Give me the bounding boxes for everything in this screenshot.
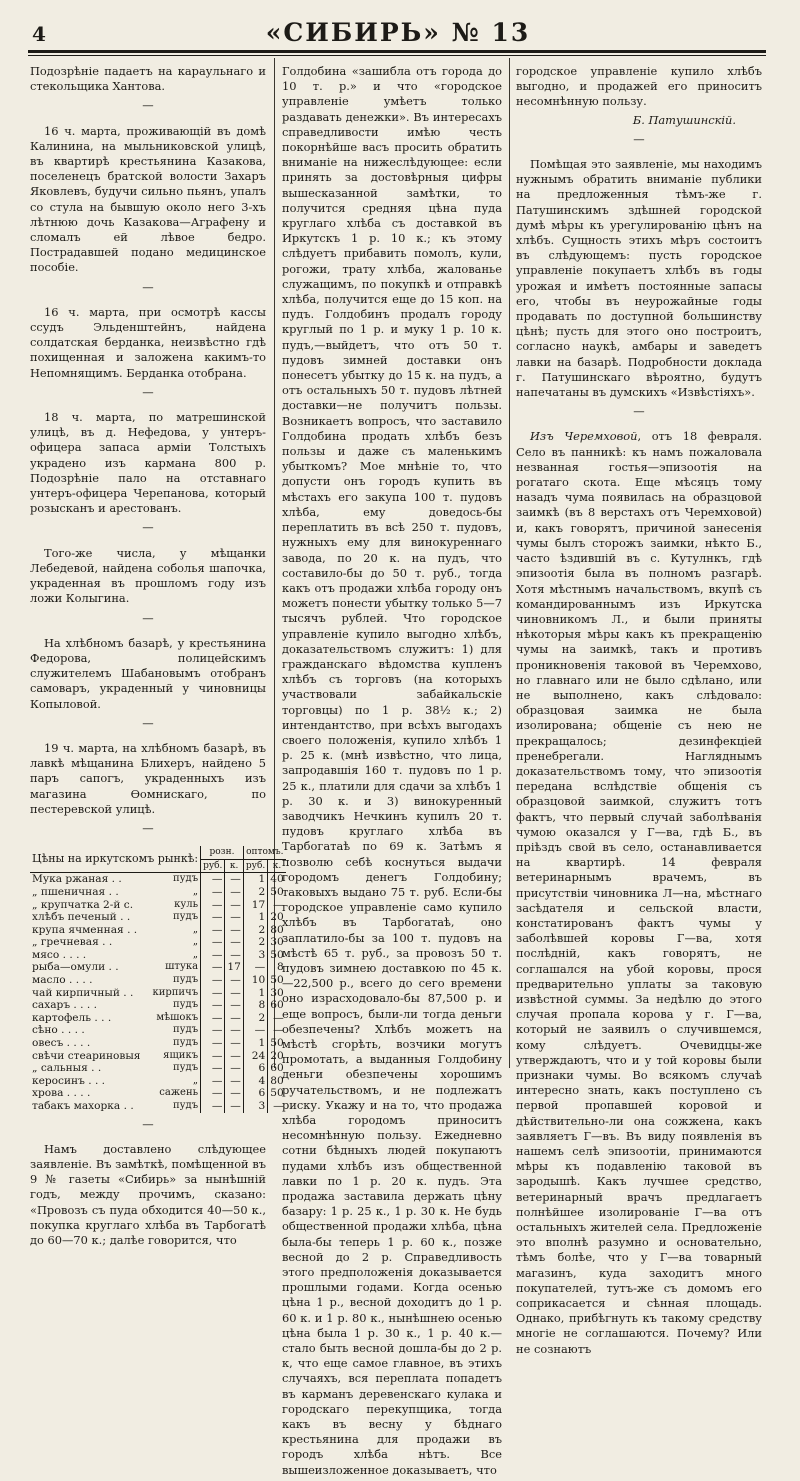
column-divider-right xyxy=(509,58,510,1068)
item-name: чай кирпичный . . xyxy=(32,986,134,999)
kop-header: к. xyxy=(268,859,286,873)
price-row xyxy=(30,873,286,886)
price-row xyxy=(30,1050,286,1063)
item-unit: пудъ xyxy=(172,1100,199,1112)
wholesale-rub: 3 xyxy=(243,1100,267,1113)
retail-kop: — xyxy=(225,974,243,987)
price-row xyxy=(30,936,286,949)
item-unit: куль xyxy=(174,898,199,910)
retail-rub: — xyxy=(201,987,225,1000)
wholesale-rub: 10 xyxy=(243,974,267,987)
retail-kop: — xyxy=(225,1087,243,1100)
retail-kop: — xyxy=(225,899,243,912)
price-row xyxy=(30,987,286,1000)
item-name: керосинъ . . . xyxy=(32,1074,106,1087)
wholesale-rub: 17 xyxy=(243,899,267,912)
column-left xyxy=(30,64,284,1251)
item-name: табакъ махорка . . xyxy=(32,1100,134,1113)
item-name: крупа ячменная . . xyxy=(32,923,138,936)
price-item xyxy=(30,924,201,937)
price-item xyxy=(30,936,201,949)
price-item xyxy=(30,1024,201,1037)
item-name: „ крупчатка 2-й с. xyxy=(32,898,134,911)
price-table-title: Цѣны на иркутскомъ рынкѣ: xyxy=(30,846,201,873)
separator-dash: — xyxy=(142,610,154,625)
retail-rub: — xyxy=(201,936,225,949)
item-unit: „ xyxy=(192,948,199,960)
retail-rub: — xyxy=(201,924,225,937)
item-name: масло . . . . xyxy=(32,974,93,987)
retail-rub: — xyxy=(201,1100,225,1113)
wholesale-kop: 20 xyxy=(268,911,286,924)
page-header xyxy=(28,14,768,50)
item-unit: мѣшокъ xyxy=(156,1011,199,1023)
wholesale-kop: 60 xyxy=(268,1062,286,1075)
wholesale-rub: — xyxy=(243,961,267,974)
price-item xyxy=(30,899,201,912)
retail-kop: — xyxy=(225,1037,243,1050)
retail-kop: — xyxy=(225,999,243,1012)
wholesale-kop: 50 xyxy=(268,1037,286,1050)
price-item xyxy=(30,999,201,1012)
wholesale-kop: 40 xyxy=(268,873,286,886)
retail-rub: — xyxy=(201,961,225,974)
retail-rub: — xyxy=(201,974,225,987)
separator-dash: — xyxy=(142,98,154,113)
retail-rub: — xyxy=(201,1075,225,1088)
item-unit: пудъ xyxy=(172,873,199,885)
wholesale-kop: 20 xyxy=(268,1050,286,1063)
article-paragraph: Намъ доставлено слѣдующее заявленіе. Въ замѣткѣ, помѣщенной въ 9 № газеты «Сибирь» за нынѣшній годъ, между прочимъ, сказано: «Провозъ съ пуда обходится 40—50 к., покупка круглаго хлѣба въ Тарбогатѣ до 60—70 к.; далѣе говорится, что xyxy=(30,1141,266,1248)
wholesale-rub: 2 xyxy=(243,886,267,899)
wholesale-kop: 80 xyxy=(268,1075,286,1088)
wholesale-kop: — xyxy=(268,1100,286,1113)
item-unit: пудъ xyxy=(172,999,199,1011)
price-item xyxy=(30,1087,201,1100)
separator-dash: — xyxy=(142,279,154,294)
wholesale-rub: 1 xyxy=(243,987,267,1000)
item-unit: „ xyxy=(192,923,199,935)
retail-rub: — xyxy=(201,886,225,899)
wholesale-kop: 80 xyxy=(268,924,286,937)
retail-kop: — xyxy=(225,949,243,962)
wholesale-kop: 60 xyxy=(268,999,286,1012)
price-row xyxy=(30,949,286,962)
wholesale-header: оптомъ. xyxy=(243,846,285,859)
dateline-place: Изъ Черемховой xyxy=(530,429,638,444)
item-unit: кирпичъ xyxy=(152,986,199,998)
price-item xyxy=(30,949,201,962)
price-item xyxy=(30,1012,201,1025)
wholesale-rub: 4 xyxy=(243,1075,267,1088)
price-item xyxy=(30,873,201,886)
price-item xyxy=(30,886,201,899)
item-name: картофель . . . xyxy=(32,1011,112,1024)
price-item xyxy=(30,1100,201,1113)
item-unit: сажень xyxy=(159,1087,199,1099)
item-name: „ сальныя . . xyxy=(32,1062,102,1075)
price-row xyxy=(30,961,286,974)
wholesale-kop: — xyxy=(268,1024,286,1037)
price-row xyxy=(30,899,286,912)
wholesale-rub: 1 xyxy=(243,911,267,924)
retail-rub: — xyxy=(201,999,225,1012)
item-unit: пудъ xyxy=(172,974,199,986)
article-paragraph: 16 ч. марта, при осмотрѣ кассы ссудъ Эльденштейнъ, найдена солдатская берданка, неизвѣстно гдѣ похищенная и заложена какимъ-то Непомнящимъ. Берданка отобрана. xyxy=(30,304,266,380)
item-unit: пудъ xyxy=(172,1037,199,1049)
item-name: „ пшеничная . . xyxy=(32,885,119,898)
retail-rub: — xyxy=(201,911,225,924)
separator-dash: — xyxy=(142,520,154,535)
wholesale-kop: 30 xyxy=(268,987,286,1000)
item-unit: штука xyxy=(165,961,199,973)
retail-kop: — xyxy=(225,911,243,924)
article-paragraph xyxy=(516,429,762,1356)
header-rule-thin xyxy=(28,55,766,56)
price-row xyxy=(30,1087,286,1100)
wholesale-rub: 24 xyxy=(243,1050,267,1063)
retail-rub: — xyxy=(201,949,225,962)
price-row xyxy=(30,911,286,924)
wholesale-rub: 2 xyxy=(243,936,267,949)
price-row xyxy=(30,1037,286,1050)
header-rule-thick xyxy=(28,50,766,53)
price-item xyxy=(30,1062,201,1075)
item-name: Мука ржаная . . xyxy=(32,873,122,886)
article-paragraph: На хлѣбномъ базарѣ, у крестьянина Федорова, полицейскимъ служителемъ Шабановымъ отобранъ самоваръ, украденный у чиновницы Копыловой. xyxy=(30,635,266,711)
wholesale-rub: 8 xyxy=(243,999,267,1012)
item-name: сѣно . . . . xyxy=(32,1024,85,1037)
retail-kop: — xyxy=(225,1024,243,1037)
rub-header: руб. xyxy=(243,859,267,873)
article-paragraph: Помѣщая это заявленіе, мы находимъ нужнымъ обратить вниманіе публики на предложенныя тѣмъ-же г. Патушинскимъ здѣшней городской думѣ мѣры къ урегулированію цѣнъ на хлѣбъ. Сущность этихъ мѣръ состоитъ въ слѣдующемъ: пусть городское управленіе покупаетъ хлѣбъ въ годы урожая и имѣетъ постоянные запасы его, чтобы въ неурожайные годы продавать по доступной большинству цѣнѣ; пусть для этого оно построитъ, согласно наукѣ, амбары и заведетъ лавки на базарѣ. Подробности доклада г. Патушинскаго вѣроятно, будутъ напечатаны въ думскихъ «Извѣстіяхъ». xyxy=(516,157,762,400)
page-number: 4 xyxy=(32,22,46,46)
price-row xyxy=(30,999,286,1012)
retail-rub: — xyxy=(201,1024,225,1037)
retail-kop: — xyxy=(225,936,243,949)
wholesale-kop: 8 xyxy=(268,961,286,974)
price-item xyxy=(30,961,201,974)
retail-rub: — xyxy=(201,1087,225,1100)
separator-dash: — xyxy=(142,384,154,399)
price-item xyxy=(30,1075,201,1088)
retail-rub: — xyxy=(201,1050,225,1063)
kop-header: к. xyxy=(225,859,243,873)
retail-kop: — xyxy=(225,1100,243,1113)
price-row xyxy=(30,1012,286,1025)
item-name: хрова . . . . xyxy=(32,1087,91,1100)
price-item xyxy=(30,911,201,924)
article-paragraph: 16 ч. марта, проживающій въ домѣ Калинина, на мыльниковской улицѣ, въ квартирѣ крестьянина Казакова, поселенецъ братской волости Захаръ Яковлевъ, будучи сильно пьянъ, упалъ со стула на бывшую около него 3-хъ лѣтнюю дочь Казакова—Аграфену и сломалъ ей лѣвое бедро. Пострадавшей подано медицинское пособіе. xyxy=(30,123,266,275)
price-item xyxy=(30,987,201,1000)
price-row xyxy=(30,1075,286,1088)
item-unit: „ xyxy=(192,936,199,948)
item-name: сахаръ . . . . xyxy=(32,999,98,1012)
retail-kop: — xyxy=(225,1050,243,1063)
wholesale-rub: 6 xyxy=(243,1087,267,1100)
wholesale-kop: 50 xyxy=(268,886,286,899)
retail-kop: — xyxy=(225,1012,243,1025)
masthead-title: «СИБИРЬ» № 13 xyxy=(265,18,531,47)
price-row xyxy=(30,886,286,899)
retail-kop: — xyxy=(225,873,243,886)
retail-rub: — xyxy=(201,1012,225,1025)
item-name: хлѣбъ печеный . . xyxy=(32,911,131,924)
retail-rub: — xyxy=(201,1062,225,1075)
wholesale-kop: 50 xyxy=(268,974,286,987)
article-paragraph: Того-же числа, у мѣщанки Лебедевой, найдена соболья шапочка, украденная въ прошломъ году изъ ложи Колыгина. xyxy=(30,545,266,606)
price-row xyxy=(30,1024,286,1037)
retail-rub: — xyxy=(201,899,225,912)
column-middle xyxy=(282,64,502,1481)
article-paragraph: 19 ч. марта, на хлѣбномъ базарѣ, въ лавкѣ мѣщанина Блихеръ, найдено 5 паръ сапогъ, украденныхъ изъ магазина Өомнискаго, по пестеревской улицѣ. xyxy=(30,740,266,816)
price-item xyxy=(30,1037,201,1050)
letter-body: Голдобина «зашибла отъ города до 10 т. р.» и что «городское управленіе умѣетъ только раздавать денежки». Въ интересахъ справедливости имѣю честь покорнѣйше васъ просить обратить вниманіе на нижеслѣдующее: если принять за достовѣрныя цифры вышесказанной замѣтки, то получится средняя цѣна пуда круглаго хлѣба съ доставкой въ Иркутскъ 1 р. 10 к.; къ этому слѣдуетъ прибавить помолъ, кули, рогожи, трату хлѣба, жалованье служащимъ, по покупкѣ и отправкѣ хлѣба, получится еще до 15 коп. на пудъ. Голдобинъ продалъ городу круглый по 1 р. и муку 1 р. 10 к. пудъ,—выйдетъ, что отъ 50 т. пудовъ зимней доставки онъ понесетъ убытку до 15 к. на пудъ, а отъ остальныхъ 50 т. пудовъ лѣтней доставки—не получитъ пользы. Возникаетъ вопросъ, что заставило Голдобина продать хлѣбъ безъ пользы и даже съ маленькимъ убыткомъ? Мое мнѣніе то, что допусти онъ городъ купить въ мѣстахъ его закупа 100 т. пудовъ хлѣба, ему доведось-бы переплатить въ всѣ 250 т. пудовъ, нужныхъ ему для винокуреннаго завода, по 20 к. на пудъ, что составило-бы до 50 т. руб., тогда какъ отъ продажи хлѣба городу онъ можетъ понести убытку только 5—7 тысячъ рублей. Что городское управленіе купило выгодно хлѣбъ, доказательствомъ служитъ: 1) для гражданскаго вѣдомства купленъ хлѣбъ съ торговъ (на которыхъ участвовали забайкальскіе торговцы) по 1 р. 38½ к.; 2) интендантство, при всѣхъ выгодахъ своего положенія, купило хлѣбъ 1 р. 25 к. (мнѣ извѣстно, что лица, запродавшія 160 т. пудовъ по 1 р. 25 к., платили для сдачи за хлѣбъ 1 р. 30 к. и 3) винокуренный заводчикъ Нечкинъ купилъ 20 т. пудовъ круглаго хлѣба въ Тарбогатаѣ по 69 к. Затѣмъ я позволю себѣ коснуться выдачи городомъ денегъ Голдобину; таковыхъ выдано 75 т. руб. Если-бы городское управленіе само купило хлѣбъ въ Тарбогатаѣ, оно заплатило-бы за 100 т. пудовъ на мѣстѣ 65 т. руб., за провозъ 50 т. пудовъ зимнею доставкою по 45 к.—22,500 р., всего до сего времени оно израсходовало-бы 87,500 р. и еще вопросъ, были-ли тогда деньги обезпечены? Хлѣбъ можетъ на мѣстѣ сгорѣть, возчики могутъ промотать, а выданныя Голдобину деньги обезпечены хорошимъ ручательствомъ, и не подлежатъ риску. Укажу и на то, что продажа хлѣба городомъ приноситъ несомнѣнную пользу. Ежедневно сотни бѣдныхъ людей покупаютъ пудами хлѣбъ изъ общественной лавки по 1 р. 20 к. пудъ. Эта продажа заставила держать цѣну базару: 1 р. 25 к., 1 р. 30 к. Не будь общественной продажи хлѣба, цѣна была-бы теперь 1 р. 60 к., позже весной до 2 р. Справедливость этого предположенія доказывается прошлыми годами. Когда осенью цѣна 1 р., весной доходитъ до 1 р. 60 к. и 1 р. 80 к., нынѣшнею осенью цѣна была 1 р. 30 к., 1 р. 40 к.—стало быть весной дошла-бы до 2 р. к, что еще самое главное, въ этихъ случаяхъ, вся переплата попадетъ въ карманъ деревенскаго кулака и городскаго перекупщика, тогда какъ въ весну у бѣднаго крестьянина для продажи въ городъ хлѣба нѣтъ. Все вышеизложенное доказываетъ, что xyxy=(282,64,502,1477)
wholesale-rub: — xyxy=(243,1024,267,1037)
retail-rub: — xyxy=(201,1037,225,1050)
wholesale-rub: 2 xyxy=(243,1012,267,1025)
author-signature: Б. Патушинскій. xyxy=(632,112,736,127)
item-unit: пудъ xyxy=(172,1062,199,1074)
column-right xyxy=(516,64,762,1360)
item-name: овесъ . . . . xyxy=(32,1037,91,1050)
item-name: „ гречневая . . xyxy=(32,936,113,949)
wholesale-kop: 50 xyxy=(268,949,286,962)
price-row xyxy=(30,1100,286,1113)
retail-kop: — xyxy=(225,924,243,937)
rub-header: руб. xyxy=(201,859,225,873)
wholesale-kop: 30 xyxy=(268,936,286,949)
wholesale-kop: 50 xyxy=(268,1087,286,1100)
wholesale-rub: 1 xyxy=(243,873,267,886)
item-unit: ящикъ xyxy=(163,1049,199,1061)
retail-kop: — xyxy=(225,1075,243,1088)
wholesale-kop: — xyxy=(268,1012,286,1025)
separator-dash: — xyxy=(633,131,645,146)
retail-kop: — xyxy=(225,1062,243,1075)
item-name: рыба—омули . . xyxy=(32,961,119,974)
item-unit: „ xyxy=(192,885,199,897)
retail-rub: — xyxy=(201,873,225,886)
separator-dash: — xyxy=(142,820,154,835)
retail-kop: — xyxy=(225,987,243,1000)
price-row xyxy=(30,924,286,937)
retail-kop: — xyxy=(225,886,243,899)
item-unit: пудъ xyxy=(172,1024,199,1036)
price-table xyxy=(30,846,286,1112)
retail-kop: 17 xyxy=(225,961,243,974)
wholesale-rub: 1 xyxy=(243,1037,267,1050)
article-paragraph: городское управленіе купило хлѣбъ выгодно, и продажей его приноситъ несомнѣнную пользу. xyxy=(516,64,762,109)
wholesale-rub: 6 xyxy=(243,1062,267,1075)
wholesale-kop: — xyxy=(268,899,286,912)
item-name: мясо . . . . xyxy=(32,948,87,961)
separator-dash: — xyxy=(633,404,645,419)
item-unit: „ xyxy=(192,1074,199,1086)
article-paragraph: Подозрѣніе падаетъ на караульнаго и стекольщика Хантова. xyxy=(30,64,266,94)
wholesale-rub: 2 xyxy=(243,924,267,937)
article-text: , отъ 18 февраля. Село въ панникѣ: къ намъ пожаловала незванная гостья—эпизоотія на рогатаго скота. Еще мѣсяцъ тому назадъ чума появилась на образцовой заимкѣ (въ 8 верстахъ отъ Черемховой) и, какъ говорятъ, причиной занесенія чумы былъ сторожъ заимки, нѣкто Б., часто ѣздившій въ с. Кутулнкъ, гдѣ эпизоотія была въ полномъ разгарѣ. Хотя мѣстнымъ начальствомъ, вкупѣ съ командированнымъ изъ Иркутска чиновникомъ Л., и были приняты нѣкоторыя мѣры какъ къ прекращенію чумы на заимкѣ, такъ и противъ проникновенія таковой въ Черемхово, но главнаго или не было сдѣлано, или не выполнено, какъ слѣдовало: образцовая заимка не была изолирована; общеніе съ нею не прекращалось; дезинфекціей пренебрегали. Нагляднымъ доказательствомъ тому, что эпизоотія передана вслѣдствіе общенія съ образцовой заимкой, служитъ тотъ фактъ, что первый случай заболѣванія чумою оказался у Г—ва, гдѣ Б., въ пріѣздъ свой въ село, останавливается на квартирѣ. 14 февраля ветеринарнымъ врачемъ, въ присутствіи чиновника Л—на, мѣстнаго засѣдателя и сельской власти, констатированъ фактъ чумы у заболѣвшей коровы Г—ва, хотя послѣдній, какъ говорятъ, не соглашался на убой коровы, прося предварительно уплаты за таковую извѣстной суммы. За недѣлю до этого случая пропала корова у г. Г—ва, который не заявилъ о случившемся, кому слѣдуетъ. Очевидцы-же утверждаютъ, что и у той коровы были признаки чумы. Во всякомъ случаѣ интересно знать, какъ поступлено съ первой пропавшей коровой и дѣйствительно-ли она сожжена, какъ заявляетъ Г—въ. Въ виду появленія въ нашемъ селѣ эпизоотіи, принимаются мѣры къ подавленію таковой въ зародышѣ. Какъ лучшее средство, ветеринарный врачъ предлагаетъ полнѣйшее изолированіе Г—ва отъ остальныхъ жителей села. Предложеніе это вполнѣ разумно и основательно, тѣмъ болѣе, что у Г—ва товарный магазинъ, куда заходитъ много покупателей, тутъ-же съ домомъ его соприкасается и сѣнная площадь. Однако, прибѣгнуть къ такому средству многіе не соглашаются. Почему? Или не сознаютъ xyxy=(516,429,762,1356)
wholesale-rub: 3 xyxy=(243,949,267,962)
price-row xyxy=(30,1062,286,1075)
separator-dash: — xyxy=(142,715,154,730)
separator-dash: — xyxy=(142,1116,154,1131)
retail-header: розн. xyxy=(201,846,244,859)
price-row xyxy=(30,974,286,987)
item-unit: пудъ xyxy=(172,911,199,923)
item-name: свѣчи стеариновыя xyxy=(32,1049,141,1062)
article-paragraph: 18 ч. марта, по матрешинской улицѣ, въ д. Нефедова, у унтеръ-офицера запаса арміи Толстыхъ украдено изъ кармана 800 р. Подозрѣніе пало на отставнаго унтеръ-офицера Черепанова, который розысканъ и арестованъ. xyxy=(30,410,266,516)
price-item xyxy=(30,1050,201,1063)
price-item xyxy=(30,974,201,987)
